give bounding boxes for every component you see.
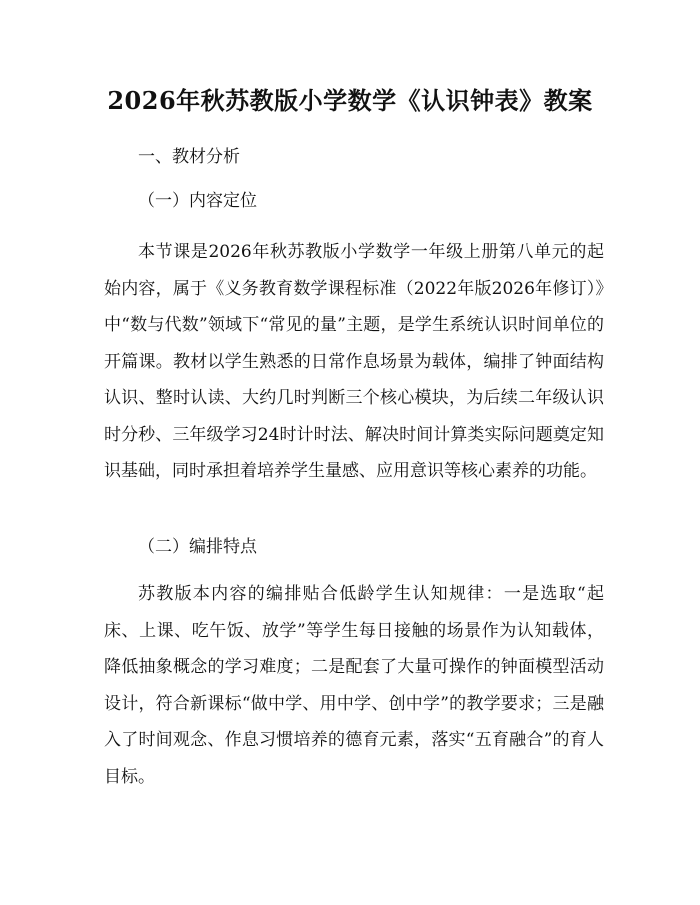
document-title: 2026年秋苏教版小学数学《认识钟表》教案 — [107, 86, 593, 115]
section-heading-textbook-analysis: 一、教材分析 — [138, 147, 240, 167]
paragraph-content-positioning: 本节课是2026年秋苏教版小学数学一年级上册第八单元的起始内容，属于《义务教育数学课程标准（2022年版2026年修订）》中“数与代数”领域下“常见的量”主题，是学生系统认识时间单位的开篇课。教材以学生熟悉的日常作息场景为载体，编排了钟面结构认识、整时认读、大约几时判断三个核心模块，为后续二年级认识时分秒、三年级学习24时计时法、解决时间计算类实际问题奠定知识基础，同时承担着培养学生量感、应用意识等核心素养的功能。 — [104, 242, 604, 481]
paragraph-arrangement-features: 苏教版本内容的编排贴合低龄学生认知规律：一是选取“起床、上课、吃午饭、放学”等学生每日接触的场景作为认知载体，降低抽象概念的学习难度；二是配套了大量可操作的钟面模型活动设计，符合新课标“做中学、用中学、创中学”的教学要求；三是融入了时间观念、作息习惯培养的德育元素，落实“五育融合”的育人目标。 — [104, 584, 604, 787]
subsection-heading-arrangement-features: （二）编排特点 — [138, 537, 257, 557]
subsection-heading-content-positioning: （一）内容定位 — [138, 191, 257, 211]
